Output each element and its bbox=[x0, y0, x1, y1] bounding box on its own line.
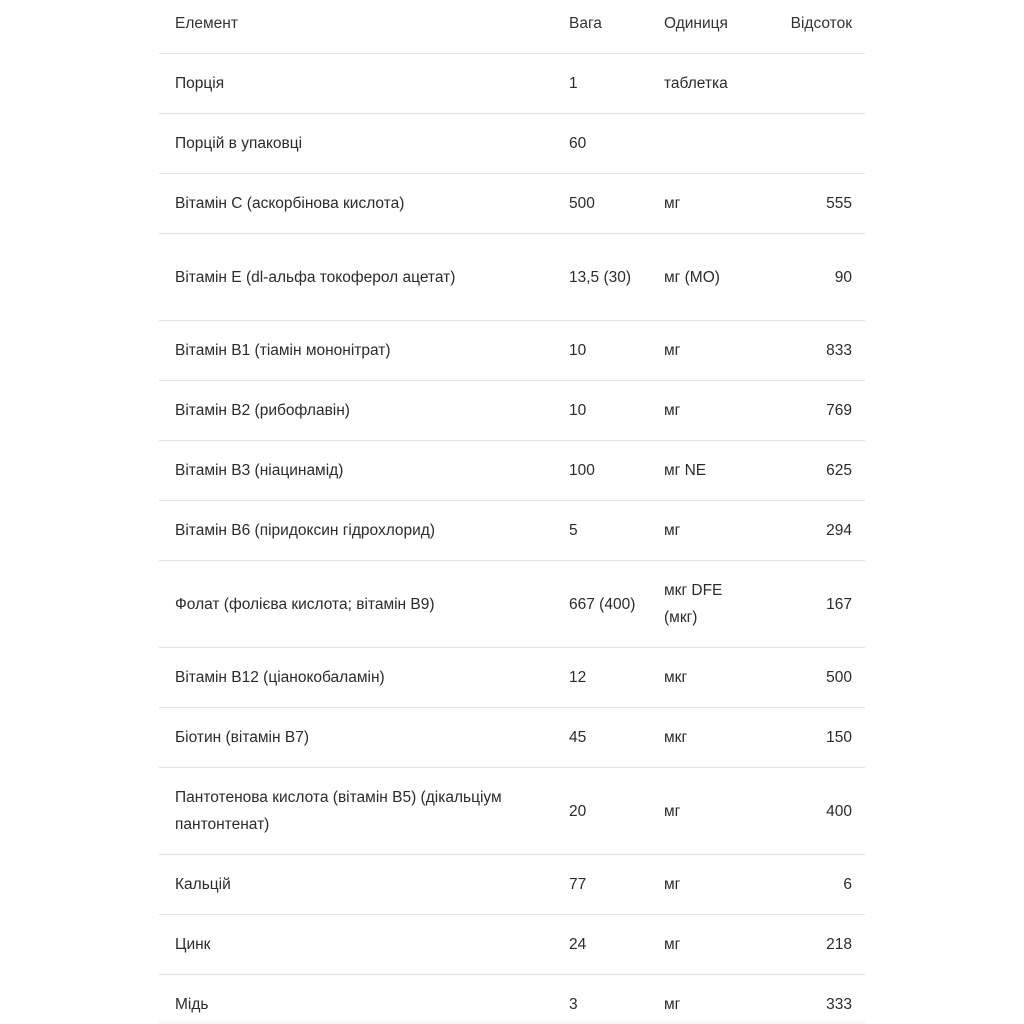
table-row bbox=[159, 648, 865, 708]
nutrition-table bbox=[159, 0, 865, 1024]
cell-percent: 294 bbox=[758, 501, 865, 561]
cell-weight: 100 bbox=[553, 441, 646, 501]
cell-percent: 333 bbox=[758, 975, 865, 1024]
table-row bbox=[159, 234, 865, 321]
cell-weight: 77 bbox=[553, 855, 646, 915]
cell-element: Вітамін В6 (піридоксин гідрохлорид) bbox=[159, 501, 553, 561]
table-row bbox=[159, 768, 865, 855]
cell-weight: 667 (400) bbox=[553, 561, 646, 648]
cell-unit: мг bbox=[646, 768, 758, 855]
table-row bbox=[159, 54, 865, 114]
cell-unit: мг bbox=[646, 501, 758, 561]
cell-element: Пантотенова кислота (вітамін В5) (дікальціум пантонтенат) bbox=[159, 768, 553, 855]
cell-unit: мг bbox=[646, 915, 758, 975]
header-weight: Вага bbox=[553, 0, 646, 54]
cell-element: Вітамін Е (dl-альфа токоферол ацетат) bbox=[159, 234, 553, 321]
cell-unit: мг bbox=[646, 321, 758, 381]
cell-unit: таблетка bbox=[646, 54, 758, 114]
cell-unit: мкг DFE (мкг) bbox=[646, 561, 758, 648]
cell-percent: 769 bbox=[758, 381, 865, 441]
cell-percent bbox=[758, 54, 865, 114]
cell-unit: мкг bbox=[646, 708, 758, 768]
cell-unit: мг bbox=[646, 855, 758, 915]
table-row bbox=[159, 501, 865, 561]
table-header bbox=[159, 0, 865, 54]
cell-unit: мг bbox=[646, 174, 758, 234]
cell-percent: 218 bbox=[758, 915, 865, 975]
table-row bbox=[159, 915, 865, 975]
cell-percent: 500 bbox=[758, 648, 865, 708]
table-row bbox=[159, 381, 865, 441]
table-row bbox=[159, 114, 865, 174]
header-row bbox=[159, 0, 865, 54]
cell-percent: 625 bbox=[758, 441, 865, 501]
scroll-fade bbox=[159, 1020, 865, 1024]
cell-element: Вітамін В12 (ціанокобаламін) bbox=[159, 648, 553, 708]
table-row bbox=[159, 975, 865, 1024]
cell-element: Вітамін В3 (ніацинамід) bbox=[159, 441, 553, 501]
cell-weight: 60 bbox=[553, 114, 646, 174]
cell-percent: 400 bbox=[758, 768, 865, 855]
cell-element: Вітамін С (аскорбінова кислота) bbox=[159, 174, 553, 234]
cell-element: Біотин (вітамін В7) bbox=[159, 708, 553, 768]
cell-element: Кальцій bbox=[159, 855, 553, 915]
cell-weight: 1 bbox=[553, 54, 646, 114]
cell-weight: 5 bbox=[553, 501, 646, 561]
cell-unit bbox=[646, 114, 758, 174]
header-unit: Одиниця bbox=[646, 0, 758, 54]
cell-weight: 24 bbox=[553, 915, 646, 975]
cell-element: Цинк bbox=[159, 915, 553, 975]
cell-element: Порція bbox=[159, 54, 553, 114]
cell-percent: 833 bbox=[758, 321, 865, 381]
cell-weight: 3 bbox=[553, 975, 646, 1024]
cell-weight: 500 bbox=[553, 174, 646, 234]
cell-element: Фолат (фолієва кислота; вітамін В9) bbox=[159, 561, 553, 648]
header-percent: Відсоток bbox=[758, 0, 865, 54]
nutrition-table-container bbox=[159, 0, 865, 1024]
cell-percent: 150 bbox=[758, 708, 865, 768]
cell-element: Вітамін В2 (рибофлавін) bbox=[159, 381, 553, 441]
table-body bbox=[159, 54, 865, 1024]
cell-weight: 45 bbox=[553, 708, 646, 768]
table-row bbox=[159, 855, 865, 915]
cell-element: Мідь bbox=[159, 975, 553, 1024]
cell-unit: мг (МО) bbox=[646, 234, 758, 321]
table-row bbox=[159, 174, 865, 234]
cell-weight: 13,5 (30) bbox=[553, 234, 646, 321]
cell-weight: 10 bbox=[553, 381, 646, 441]
cell-percent bbox=[758, 114, 865, 174]
table-row bbox=[159, 561, 865, 648]
cell-element: Вітамін В1 (тіамін мононітрат) bbox=[159, 321, 553, 381]
table-row bbox=[159, 441, 865, 501]
cell-unit: мг bbox=[646, 975, 758, 1024]
cell-weight: 20 bbox=[553, 768, 646, 855]
cell-weight: 10 bbox=[553, 321, 646, 381]
cell-unit: мг bbox=[646, 381, 758, 441]
cell-unit: мкг bbox=[646, 648, 758, 708]
cell-element: Порцій в упаковці bbox=[159, 114, 553, 174]
cell-percent: 555 bbox=[758, 174, 865, 234]
cell-percent: 167 bbox=[758, 561, 865, 648]
cell-weight: 12 bbox=[553, 648, 646, 708]
cell-percent: 6 bbox=[758, 855, 865, 915]
cell-unit: мг NE bbox=[646, 441, 758, 501]
table-row bbox=[159, 708, 865, 768]
table-row bbox=[159, 321, 865, 381]
cell-percent: 90 bbox=[758, 234, 865, 321]
header-element: Елемент bbox=[159, 0, 553, 54]
